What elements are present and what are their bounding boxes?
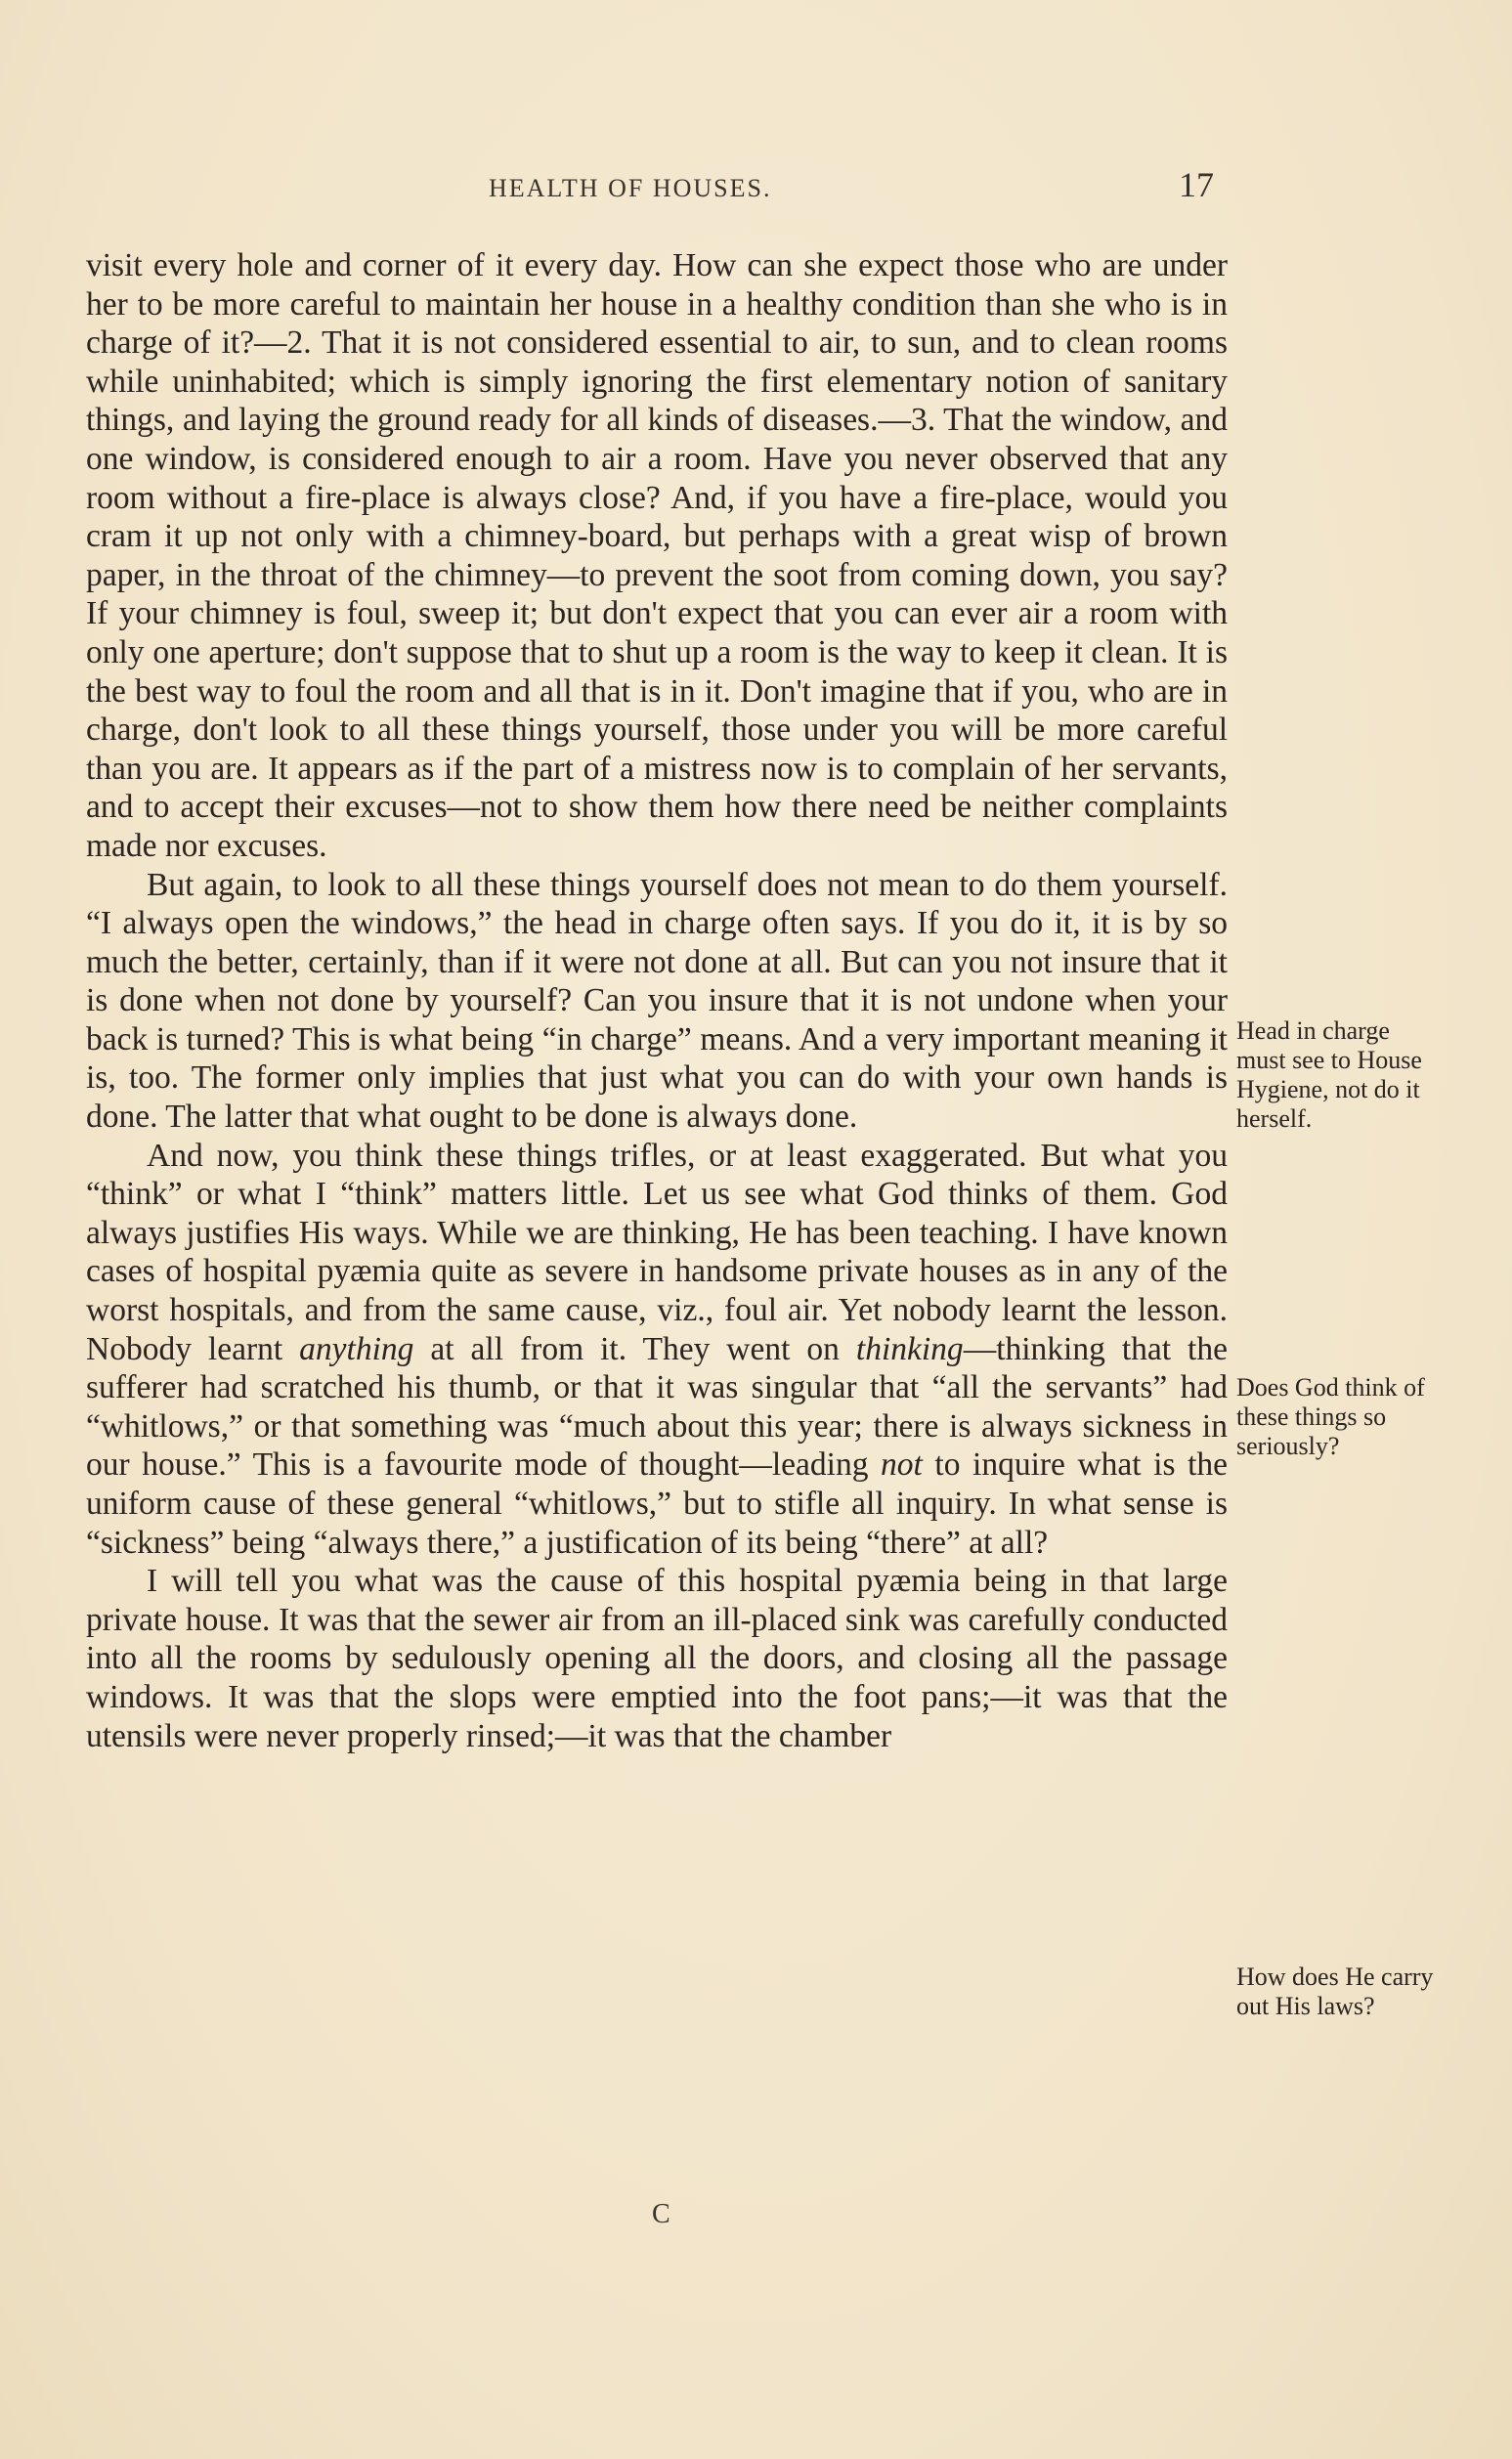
paragraph-3	[86, 1137, 1228, 1563]
paragraph-3-text-b: at all from it. They went on	[413, 1330, 856, 1367]
body-text	[86, 246, 1228, 1755]
paragraph-2	[86, 866, 1228, 1137]
paragraph-2-text: But again, to look to all these things yourself does not mean to do them yourself. “I always open the windows,” the head in charge often says. If you do it, it is by so much the better, certainly, than if it were not done at all. But can you not insure that it is done when not done by yourself? Can you insure that it is not undone when your back is turned? This is what being “in charge” means. And a very important meaning it is, too. The former only implies that just what you can do with your own hands is done. The latter that what ought to be done is always done.	[86, 866, 1228, 1136]
paragraph-3-text-a: And now, you think these things trifles, or at least exaggerated. But what you “think” or what I “think” matters little. Let us see what God thinks of them. God always justifies His ways. While we are thinking, He has been teaching. I have known cases of hospital pyæmia quite as severe in handsome private houses as in any of the worst hospitals, and from the same cause, viz., foul air. Yet nobody learnt the lesson. Nobody learnt	[86, 1137, 1228, 1367]
paragraph-4	[86, 1562, 1228, 1755]
sidenote-how-does-he: How does He carry out His laws?	[1236, 1963, 1434, 2020]
signature-mark: C	[652, 2199, 670, 2229]
sidenote-does-god-think: Does God think of these things so seriously?	[1236, 1373, 1425, 1460]
page-number: 17	[1179, 165, 1214, 204]
running-head: HEALTH OF HOUSES.	[489, 174, 772, 202]
paragraph-3-italic-thinking: thinking	[855, 1330, 964, 1367]
paragraph-3-text-d: to inquire what is the uniform cause of these general “whitlows,” but to stifle all inquiry. In what sense is “sickness” being “always there,” a justification of its being “there” at all?	[86, 1446, 1229, 1561]
paragraph-1	[86, 246, 1228, 866]
paragraph-3-italic-anything: anything	[299, 1330, 414, 1367]
sidenote-head-in-charge: Head in charge must see to House Hygiene, not do it herself.	[1236, 1016, 1422, 1133]
paragraph-4-text: I will tell you what was the cause of this hospital pyæmia being in that large private house. It was that the sewer air from an ill-placed sink was carefully conducted into all the rooms by sedulously opening all the doors, and closing all the passage windows. It was that the slops were emptied into the foot pans;—it was that the utensils were never properly rinsed;—it was that the chamber	[86, 1563, 1228, 1754]
paragraph-3-text-c: —thinking that the sufferer had scratched his thumb, or that it was singular that “all the servants” had “whitlows,” or that something was “much about this year; there is always sickness in our house.” This is a favourite mode of thought—leading	[86, 1330, 1228, 1484]
paragraph-1-text: visit every hole and corner of it every day. How can she expect those who are under her to be more careful to maintain her house in a healthy condition than she who is in charge of it?—2. That it is not considered essential to air, to sun, and to clean rooms while uninhabited; which is simply ignoring the first elementary notion of sanitary things, and laying the ground ready for all kinds of diseases.—3. That the window, and one window, is considered enough to air a room. Have you never observed that any room without a fire-place is always close? And, if you have a fire-place, would you cram it up not only with a chimney-board, but perhaps with a great wisp of brown paper, in the throat of the chimney—to prevent the soot from coming down, you say? If your chimney is foul, sweep it; but don't expect that you can ever air a room with only one aperture; don't suppose that to shut up a room is the way to keep it clean. It is the best way to foul the room and all that is in it. Don't imagine that if you, who are in charge, don't look to all these things yourself, those under you will be more careful than you are. It appears as if the part of a mistress now is to complain of her servants, and to accept their excuses—not to show them how there need be neither complaints made nor excuses.	[86, 247, 1228, 864]
paragraph-3-italic-not: not	[881, 1446, 923, 1484]
